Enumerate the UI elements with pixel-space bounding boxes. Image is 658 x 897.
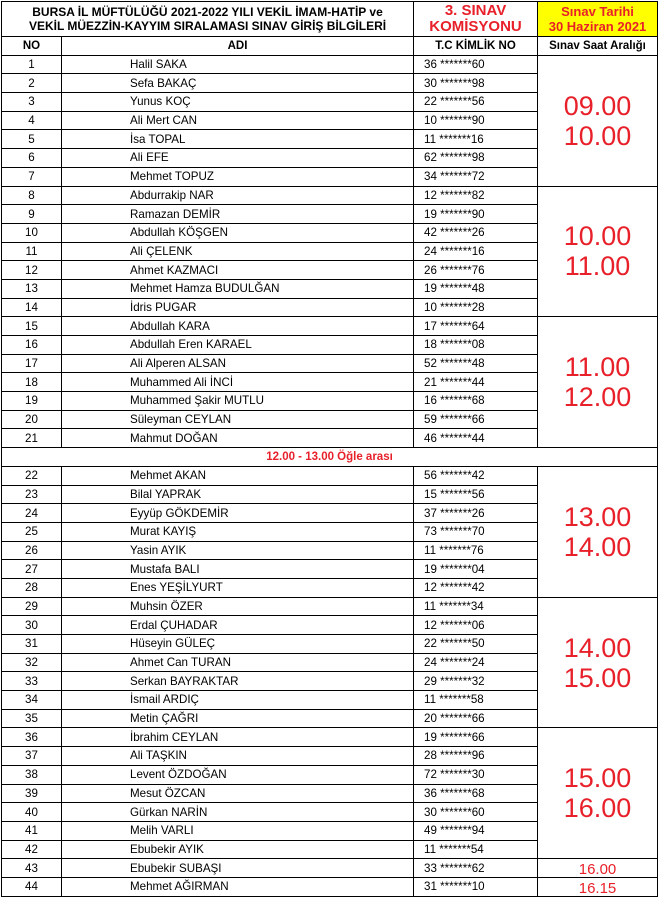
row-number: 24	[2, 504, 62, 523]
tc-number: 52 *******48	[414, 354, 538, 373]
table-row	[2, 877, 658, 896]
candidate-name: Hüseyin GÜLEÇ	[62, 635, 414, 654]
candidate-name: Metin ÇAĞRI	[62, 709, 414, 728]
candidate-name: Muhammed Şakir MUTLU	[62, 392, 414, 411]
row-number: 33	[2, 672, 62, 691]
row-number: 21	[2, 429, 62, 448]
candidate-name: Murat KAYIŞ	[62, 522, 414, 541]
row-number: 40	[2, 803, 62, 822]
tc-number: 72 *******30	[414, 765, 538, 784]
candidate-name: Ali EFE	[62, 149, 414, 168]
time-slot-end: 11.00	[564, 251, 631, 282]
tc-number: 16 *******68	[414, 392, 538, 411]
candidate-name: Abdullah Eren KARAEL	[62, 336, 414, 355]
candidate-name: Serkan BAYRAKTAR	[62, 672, 414, 691]
candidate-name: Enes YEŞİLYURT	[62, 578, 414, 597]
candidate-name: Melih VARLI	[62, 821, 414, 840]
tc-number: 12 *******06	[414, 616, 538, 635]
tc-number: 20 *******66	[414, 709, 538, 728]
time-slot-start: 15.00	[563, 763, 632, 794]
row-number: 32	[2, 653, 62, 672]
row-number: 29	[2, 597, 62, 616]
time-slot-cell	[538, 186, 658, 317]
row-number: 43	[2, 859, 62, 878]
candidate-name: Ebubekir SUBAŞI	[62, 859, 414, 878]
candidate-name: İsmail ARDIÇ	[62, 691, 414, 710]
candidate-name: Süleyman CEYLAN	[62, 410, 414, 429]
table-row	[2, 317, 658, 336]
time-slot-start: 11.00	[564, 352, 631, 383]
column-header-no: NO	[2, 37, 62, 56]
tc-number: 11 *******76	[414, 541, 538, 560]
candidate-name: Ali Alperen ALSAN	[62, 354, 414, 373]
time-slot-start: 14.00	[563, 632, 632, 663]
table-row	[2, 597, 658, 616]
tc-number: 19 *******66	[414, 728, 538, 747]
row-number: 13	[2, 279, 62, 298]
candidate-name: Ali TAŞKIN	[62, 747, 414, 766]
row-number: 17	[2, 354, 62, 373]
candidate-name: Abdullah KÖŞGEN	[62, 223, 414, 242]
candidate-name: Muhammed Ali İNCİ	[62, 373, 414, 392]
candidate-name: İsa TOPAL	[62, 130, 414, 149]
tc-number: 37 *******26	[414, 504, 538, 523]
tc-number: 34 *******72	[414, 167, 538, 186]
tc-number: 15 *******56	[414, 485, 538, 504]
time-slot-end: 10.00	[563, 120, 632, 151]
column-header-row	[2, 37, 658, 56]
time-slot-cell	[538, 597, 658, 728]
tc-number: 62 *******98	[414, 149, 538, 168]
exam-date-box	[538, 2, 658, 37]
tc-number: 22 *******56	[414, 93, 538, 112]
candidate-name: Ali Mert CAN	[62, 111, 414, 130]
tc-number: 19 *******04	[414, 560, 538, 579]
time-slot-start: 09.00	[563, 90, 632, 121]
row-number: 14	[2, 298, 62, 317]
candidate-name: Erdal ÇUHADAR	[62, 616, 414, 635]
title-row	[2, 2, 658, 37]
time-slot-end: 14.00	[563, 531, 632, 562]
candidate-name: Mehmet TOPUZ	[62, 167, 414, 186]
candidate-name: Muhsin ÖZER	[62, 597, 414, 616]
candidate-name: Mesut ÖZCAN	[62, 784, 414, 803]
row-number: 39	[2, 784, 62, 803]
row-number: 15	[2, 317, 62, 336]
tc-number: 18 *******08	[414, 336, 538, 355]
tc-number: 49 *******94	[414, 821, 538, 840]
row-number: 28	[2, 578, 62, 597]
row-number: 2	[2, 74, 62, 93]
candidate-name: Yunus KOÇ	[62, 93, 414, 112]
tc-number: 29 *******32	[414, 672, 538, 691]
candidate-name: İbrahim CEYLAN	[62, 728, 414, 747]
row-number: 3	[2, 93, 62, 112]
row-number: 1	[2, 55, 62, 74]
candidate-name: Bilal YAPRAK	[62, 485, 414, 504]
tc-number: 11 *******34	[414, 597, 538, 616]
exam-schedule-table	[1, 1, 658, 897]
time-slot-end: 16.00	[563, 793, 632, 824]
row-number: 19	[2, 392, 62, 411]
candidate-name: Mehmet AĞIRMAN	[62, 877, 414, 896]
row-number: 10	[2, 223, 62, 242]
candidate-name: Mahmut DOĞAN	[62, 429, 414, 448]
column-header-name: ADI	[62, 37, 414, 56]
row-number: 23	[2, 485, 62, 504]
commission-label	[414, 2, 538, 37]
row-number: 31	[2, 635, 62, 654]
candidate-name: Mehmet Hamza BUDULĞAN	[62, 279, 414, 298]
row-number: 42	[2, 840, 62, 859]
tc-number: 21 *******44	[414, 373, 538, 392]
row-number: 34	[2, 691, 62, 710]
tc-number: 11 *******54	[414, 840, 538, 859]
title-line-1: BURSA İL MÜFTÜLÜĞÜ 2021-2022 YILI VEKİL İMAM-HATİP ve	[32, 5, 383, 19]
candidate-name: Mehmet AKAN	[62, 466, 414, 485]
tc-number: 17 *******64	[414, 317, 538, 336]
lunch-break-row	[2, 448, 658, 467]
candidate-name: Mustafa BALI	[62, 560, 414, 579]
row-number: 6	[2, 149, 62, 168]
title-line-2: VEKİL MÜEZZİN-KAYYIM SIRALAMASI SINAV GİRİŞ BİLGİLERİ	[28, 19, 387, 33]
row-number: 26	[2, 541, 62, 560]
row-number: 18	[2, 373, 62, 392]
row-number: 37	[2, 747, 62, 766]
column-header-time: Sınav Saat Aralığı	[538, 37, 658, 56]
time-slot-cell	[538, 728, 658, 859]
row-number: 11	[2, 242, 62, 261]
tc-number: 11 *******16	[414, 130, 538, 149]
page-title	[2, 2, 414, 37]
time-slot-cell	[538, 55, 658, 186]
time-slot-label: 16.15	[578, 879, 617, 897]
tc-number: 33 *******62	[414, 859, 538, 878]
row-number: 7	[2, 167, 62, 186]
column-header-tc: T.C KİMLİK NO	[414, 37, 538, 56]
candidate-name: Ebubekir AYIK	[62, 840, 414, 859]
table-row	[2, 186, 658, 205]
candidate-name: Yasin AYIK	[62, 541, 414, 560]
tc-number: 10 *******28	[414, 298, 538, 317]
exam-date-value: 30 Haziran 2021	[548, 19, 647, 34]
candidate-name: Ahmet Can TURAN	[62, 653, 414, 672]
commission-line-2: KOMİSYONU	[429, 18, 522, 35]
row-number: 5	[2, 130, 62, 149]
row-number: 44	[2, 877, 62, 896]
table-row	[2, 859, 658, 878]
candidate-name: Sefa BAKAÇ	[62, 74, 414, 93]
candidate-name: Levent ÖZDOĞAN	[62, 765, 414, 784]
candidate-name: Abdurrakip NAR	[62, 186, 414, 205]
candidate-name: Ramazan DEMİR	[62, 205, 414, 224]
candidate-name: Eyyüp GÖKDEMİR	[62, 504, 414, 523]
commission-line-1: 3. SINAV	[444, 2, 507, 19]
tc-number: 46 *******44	[414, 429, 538, 448]
row-number: 41	[2, 821, 62, 840]
candidate-name: Abdullah KARA	[62, 317, 414, 336]
time-slot-label: 16.00	[578, 860, 617, 878]
candidate-name: Ahmet KAZMACI	[62, 261, 414, 280]
table-row	[2, 728, 658, 747]
tc-number: 59 *******66	[414, 410, 538, 429]
candidate-name: İdris PUGAR	[62, 298, 414, 317]
exam-schedule-sheet	[1, 1, 657, 897]
time-slot-end: 12.00	[563, 382, 632, 413]
tc-number: 36 *******68	[414, 784, 538, 803]
tc-number: 24 *******24	[414, 653, 538, 672]
row-number: 38	[2, 765, 62, 784]
row-number: 12	[2, 261, 62, 280]
tc-number: 30 *******98	[414, 74, 538, 93]
lunch-break-label: 12.00 - 13.00 Öğle arası	[2, 448, 658, 467]
candidate-name: Halil SAKA	[62, 55, 414, 74]
row-number: 25	[2, 522, 62, 541]
time-slot-cell	[538, 466, 658, 597]
row-number: 36	[2, 728, 62, 747]
row-number: 9	[2, 205, 62, 224]
table-row	[2, 55, 658, 74]
table-row	[2, 466, 658, 485]
tc-number: 11 *******58	[414, 691, 538, 710]
tc-number: 42 *******26	[414, 223, 538, 242]
tc-number: 10 *******90	[414, 111, 538, 130]
time-slot-end: 15.00	[563, 662, 632, 693]
tc-number: 12 *******82	[414, 186, 538, 205]
row-number: 8	[2, 186, 62, 205]
tc-number: 31 *******10	[414, 877, 538, 896]
exam-date-label: Sınav Tarihi	[561, 4, 634, 19]
tc-number: 22 *******50	[414, 635, 538, 654]
row-number: 4	[2, 111, 62, 130]
tc-number: 24 *******16	[414, 242, 538, 261]
candidate-name: Gürkan NARİN	[62, 803, 414, 822]
tc-number: 26 *******76	[414, 261, 538, 280]
tc-number: 19 *******48	[414, 279, 538, 298]
row-number: 16	[2, 336, 62, 355]
tc-number: 19 *******90	[414, 205, 538, 224]
row-number: 22	[2, 466, 62, 485]
row-number: 27	[2, 560, 62, 579]
time-slot-cell	[538, 877, 658, 896]
tc-number: 28 *******96	[414, 747, 538, 766]
tc-number: 12 *******42	[414, 578, 538, 597]
time-slot-cell	[538, 317, 658, 448]
time-slot-start: 10.00	[563, 221, 632, 252]
time-slot-cell	[538, 859, 658, 878]
row-number: 20	[2, 410, 62, 429]
tc-number: 36 *******60	[414, 55, 538, 74]
row-number: 30	[2, 616, 62, 635]
time-slot-start: 13.00	[563, 501, 632, 532]
candidate-name: Ali ÇELENK	[62, 242, 414, 261]
row-number: 35	[2, 709, 62, 728]
tc-number: 56 *******42	[414, 466, 538, 485]
tc-number: 30 *******60	[414, 803, 538, 822]
tc-number: 73 *******70	[414, 522, 538, 541]
